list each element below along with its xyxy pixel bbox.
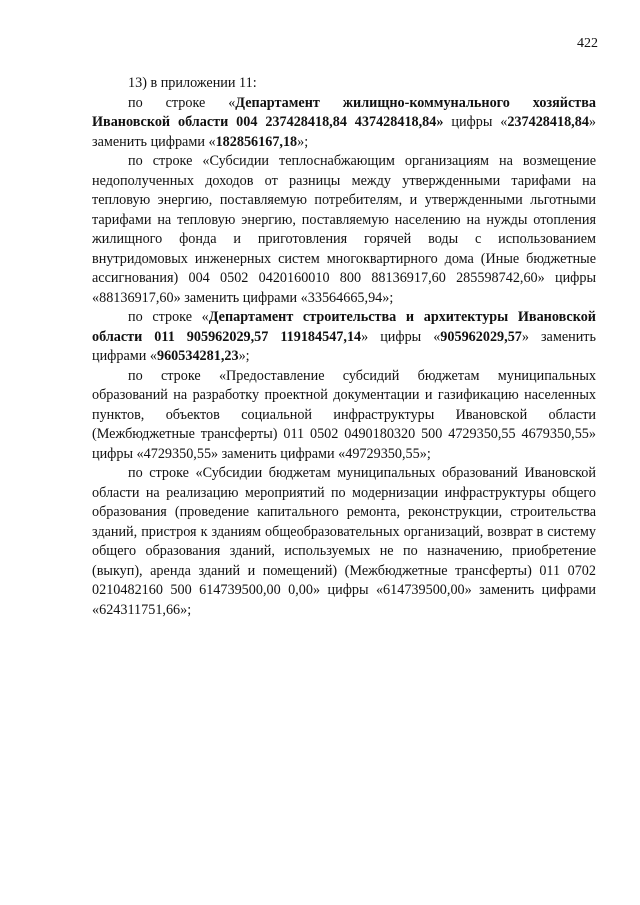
bold-text-run: 237428418,84 — [507, 114, 589, 130]
bold-text-run: 905962029,57 — [440, 328, 522, 345]
paragraph — [92, 152, 596, 308]
paragraph — [92, 308, 596, 367]
text-run: по строке «Субсидии бюджетам муниципальных образований Ивановской области на реализацию мероприятий по модернизации инфраструктуры общего образования (проведение капитального ремонта, реконструкции, строительства зданий, пристроя к зданиям общеобразовательных организаций, возврат в систему общего образования зданий, используемых не по назначению, приобретение (выкуп), аренда зданий и помещений) (Межбюджетные трансферты) 011 0702 0210482160 500 614739500,00 0,00» цифры «614739500,00» заменить цифрами «624311751,66»; — [92, 465, 596, 618]
text-run: по строке « — [128, 94, 236, 111]
text-run: по строке «Предоставление субсидий бюджетам муниципальных образований на разработку проектной документации и газификацию населенных пунктов, объектов социальной инфраструктуры Ивановской области (Межбюджетные трансферты) 011 0502 0490180320 500 4729350,55 4679350,55» цифры «4729350,55» заменить цифрами «49729350,55»; — [92, 367, 596, 462]
paragraph — [92, 464, 596, 620]
text-run: »; — [297, 133, 309, 150]
text-run: цифры « — [443, 114, 508, 130]
bold-text-run: 182856167,18 — [215, 133, 298, 150]
text-run: » заменить цифрами « — [92, 114, 596, 150]
text-run: » цифры « — [361, 328, 441, 345]
bold-text-run: Департамент жилищно-коммунального хозяйства Ивановской области 004 237428418,84 437428418,84» — [92, 94, 596, 130]
text-run: » заменить цифрами « — [92, 328, 596, 364]
page-number: 422 — [577, 36, 598, 51]
document-body — [92, 74, 596, 620]
bold-text-run: 960534281,23 — [156, 348, 239, 364]
text-run: »; — [238, 348, 250, 364]
text-run: по строке « — [128, 309, 209, 325]
bold-text-run: Департамент строительства и архитектуры Ивановской области 011 905962029,57 119184547,14 — [92, 309, 596, 345]
paragraph — [92, 94, 596, 153]
text-run: по строке «Субсидии теплоснабжающим организациям на возмещение недополученных доходов от разницы между утвержденными тарифами на тепловую энергию, поставляемую потребителям, и утвержденными льготными тарифами на тепловую энергию, поставляемую населению на нужды отопления жилищного фонда и приготовления горячей воды с использованием внутридомовых инженерных систем многоквартирного дома (Иные бюджетные ассигнования) 004 0502 0420160010 800 88136917,60 285598742,60» цифры «88136917,60» заменить цифрами «33564665,94»; — [92, 153, 596, 306]
paragraph — [92, 367, 596, 465]
section-heading: 13) в приложении 11: — [128, 75, 257, 91]
